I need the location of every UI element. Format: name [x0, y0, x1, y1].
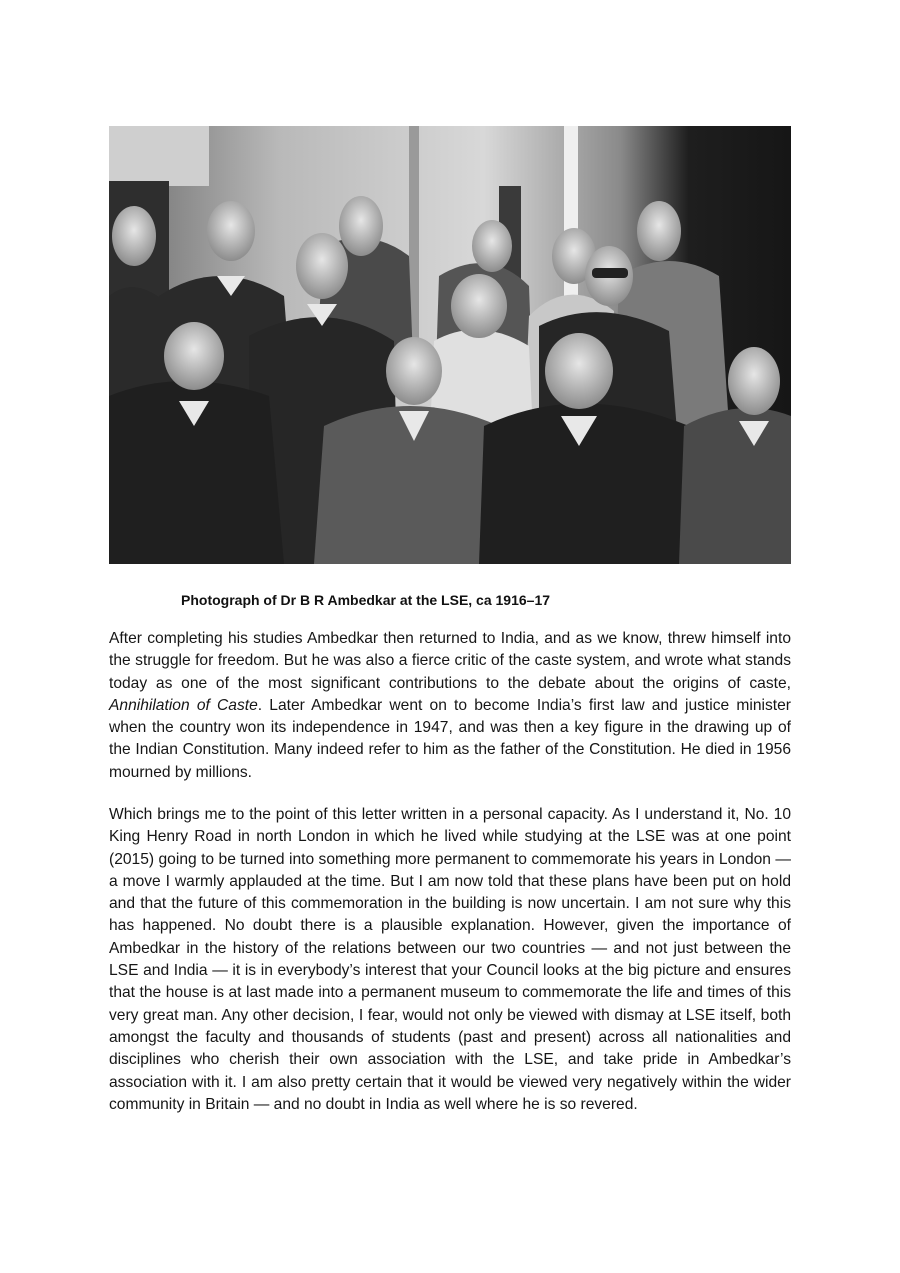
body-paragraph-1	[109, 628, 791, 784]
book-title-italic: Annihilation of Caste	[109, 696, 258, 714]
group-photograph	[109, 126, 791, 564]
photo-caption: Photograph of Dr B R Ambedkar at the LSE, ca 1916–17	[181, 592, 551, 608]
paragraph-1-text-end: . Later Ambedkar went on to become India’s first law and justice minister when the country won its independence in 1947, and was then a key figure in the drawing up of the Indian Constitution. Many indeed refer to him as the father of the Constitution. He died in 1956 mourned by millions.	[109, 696, 791, 781]
paragraph-1-text-start: After completing his studies Ambedkar then returned to India, and as we know, threw himself into the struggle for freedom. But he was also a fierce critic of the caste system, and wrote what stands today as one of the most significant contributions to the debate about the origins of caste,	[109, 630, 791, 692]
body-paragraph-2: Which brings me to the point of this letter written in a personal capacity. As I understand it, No. 10 King Henry Road in north London in which he lived while studying at the LSE was at one point (2015) going to be turned into something more permanent to commemorate his years in London — a move I warmly applauded at the time. But I am now told that these plans have been put on hold and that the future of this commemoration in the building is now uncertain. I am not sure why this has happened. No doubt there is a plausible explanation. However, given the importance of Ambedkar in the history of the relations between our two countries — and not just between the LSE and India — it is in everybody’s interest that your Council looks at the big picture and ensures that the house is at last made into a permanent museum to commemorate the life and times of this very great man. Any other decision, I fear, would not only be viewed with dismay at LSE itself, both amongst the faculty and thousands of students (past and present) across all nationalities and disciplines who cherish their own association with the LSE, and take pride in Ambedkar’s association with it. I am also pretty certain that it would be viewed very negatively within the wider community in Britain — and no doubt in India as well where he is so revered.	[109, 806, 791, 1113]
photograph-image	[109, 126, 791, 564]
